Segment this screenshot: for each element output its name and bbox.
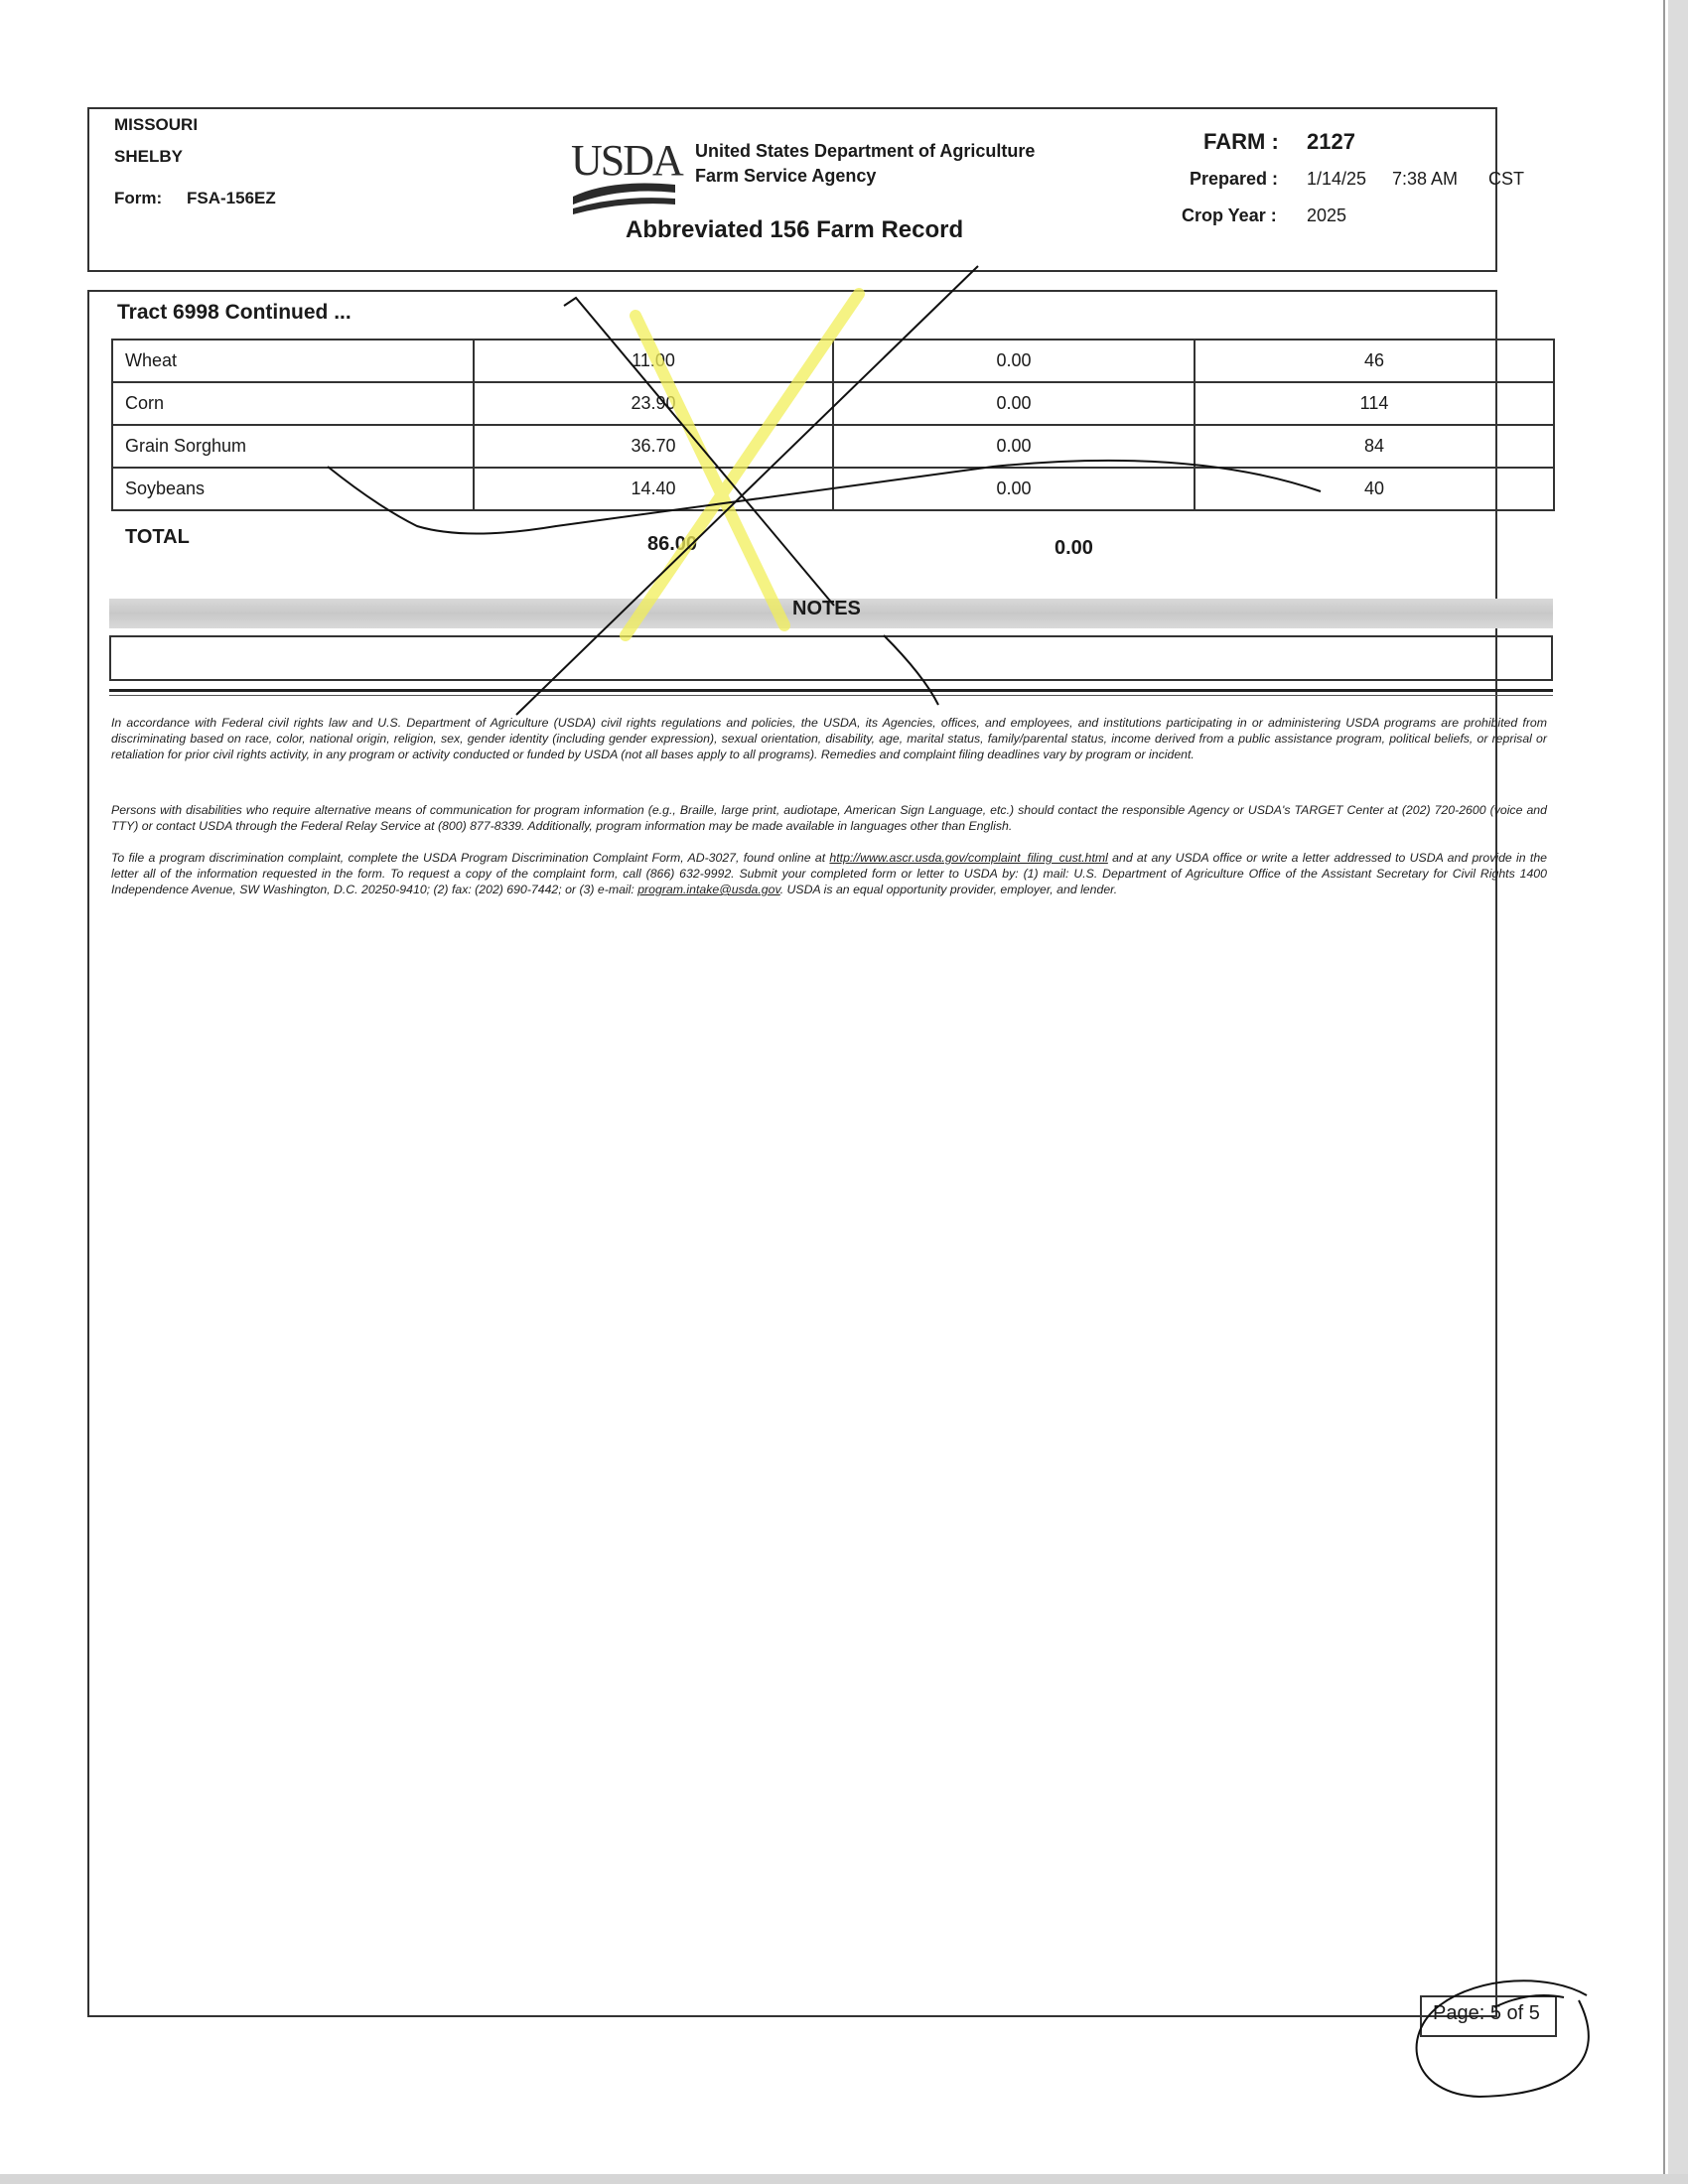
usda-logo-swoosh xyxy=(571,135,680,214)
total-label: TOTAL xyxy=(125,526,190,548)
divider xyxy=(109,695,1553,696)
document-title: Abbreviated 156 Farm Record xyxy=(626,216,964,243)
form-number: FSA-156EZ xyxy=(187,189,276,207)
email-link[interactable]: program.intake@usda.gov xyxy=(637,883,780,896)
table-row xyxy=(112,340,1554,382)
complaint-text: . USDA is an equal opportunity provider, employer, and lender. xyxy=(779,883,1118,896)
prepared-timezone: CST xyxy=(1488,169,1524,189)
divider xyxy=(109,689,1553,692)
plc-yield: 84 xyxy=(1195,425,1554,468)
plc-yield: 40 xyxy=(1195,468,1554,510)
table-row xyxy=(112,425,1554,468)
scan-line xyxy=(1663,0,1665,2184)
prepared-label: Prepared : xyxy=(1190,169,1279,189)
base-acres: 11.00 xyxy=(474,340,833,382)
civil-rights-statement: In accordance with Federal civil rights law and U.S. Department of Agriculture (USDA) civil rights regulations and policies, the USDA, its Agencies, offices, and employees, and institutions participating in or administering USDA programs are prohibited from discriminating based on race, color, national origin, religion, sex, gender identity (including gender expression), sexual orientation, disability, age, marital status, family/parental status, income derived from a public assistance program, political beliefs, or reprisal or retaliation for prior civil rights activity, in any program or activity conducted or funded by USDA (not all bases apply to all programs). Remedies and complaint filing deadlines vary by program or incident. xyxy=(111,716,1547,761)
content-box xyxy=(87,290,1497,2017)
prepared-time: 7:38 AM xyxy=(1392,169,1459,189)
crop-name: Corn xyxy=(112,382,474,425)
crop-name: Wheat xyxy=(112,340,474,382)
agency-subname: Farm Service Agency xyxy=(695,166,877,186)
prepared-date: 1/14/25 xyxy=(1307,169,1367,189)
crop-table xyxy=(111,339,1555,511)
ccc-acres: 0.00 xyxy=(833,382,1195,425)
complaint-link[interactable]: http://www.ascr.usda.gov/complaint_filing_cust.html xyxy=(829,851,1108,865)
tract-title: Tract 6998 Continued ... xyxy=(117,301,352,324)
farm-number: 2127 xyxy=(1307,129,1355,154)
table-row xyxy=(112,382,1554,425)
accessibility-statement: Persons with disabilities who require alternative means of communication for program information (e.g., Braille, large print, audiotape, American Sign Language, etc.) should contact the responsible Agency or USDA's TARGET Center at (202) 720-2600 (voice and TTY) or contact USDA through the Federal Relay Service at (800) 877-8339. Additionally, program information may be made available in languages other than English. xyxy=(111,803,1547,833)
county-label: SHELBY xyxy=(114,147,183,166)
scan-edge-bottom xyxy=(0,2174,1688,2184)
agency-name: United States Department of Agriculture xyxy=(695,141,1036,161)
plc-yield: 114 xyxy=(1195,382,1554,425)
header-box xyxy=(87,107,1497,272)
crop-name: Grain Sorghum xyxy=(112,425,474,468)
base-acres: 14.40 xyxy=(474,468,833,510)
form-label: Form: xyxy=(114,189,163,207)
farm-label: FARM : xyxy=(1203,129,1279,154)
complaint-text: To file a program discrimination complaint, complete the USDA Program Discrimination Complaint Form, AD-3027, found online at xyxy=(111,851,826,865)
scan-edge-right xyxy=(1668,0,1688,2184)
notes-box xyxy=(109,635,1553,681)
crop-year-value: 2025 xyxy=(1307,205,1347,225)
plc-yield: 46 xyxy=(1195,340,1554,382)
ccc-acres: 0.00 xyxy=(833,468,1195,510)
complaint-text: and at any USDA office or write a letter addressed to USDA and provide in the letter all of the information requested in the form. To request a copy of the complaint form, call (866) 632-9992. Submit your completed form or letter to USDA by: (1) mail: U.S. Department of Agriculture Office of the Assistant Secretary for Civil Rights 1400 Independence Avenue, SW Washington, D.C. 20250-9410; (2) fax: (202) 690-7442; or (3) e-mail: xyxy=(111,851,1547,896)
crop-name: Soybeans xyxy=(112,468,474,510)
total-ccc-acres: 0.00 xyxy=(1055,537,1093,559)
ccc-acres: 0.00 xyxy=(833,340,1195,382)
complaint-statement xyxy=(111,850,1547,897)
total-base-acres: 86.00 xyxy=(647,533,698,555)
usda-logo xyxy=(571,135,680,214)
page-number: Page: 5 of 5 xyxy=(1433,2002,1540,2024)
state-label: MISSOURI xyxy=(114,115,199,134)
base-acres: 23.90 xyxy=(474,382,833,425)
ccc-acres: 0.00 xyxy=(833,425,1195,468)
base-acres: 36.70 xyxy=(474,425,833,468)
usda-logo-text: USDA xyxy=(571,136,682,185)
crop-year-label: Crop Year : xyxy=(1182,205,1277,225)
table-row xyxy=(112,468,1554,510)
notes-title: NOTES xyxy=(792,598,861,619)
